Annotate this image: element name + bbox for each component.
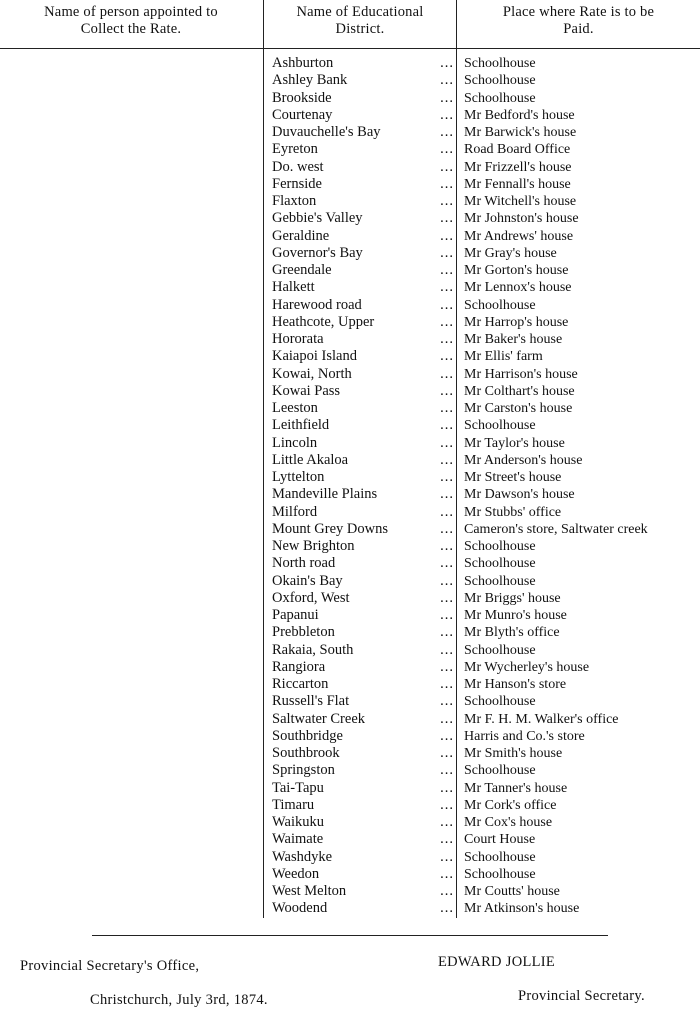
district-cell — [272, 693, 454, 710]
place-cell: Mr Dawson's house — [464, 487, 575, 503]
table-row — [0, 176, 700, 193]
district-name: Ashburton — [272, 55, 334, 71]
leader-dots: ... — [440, 124, 454, 140]
leader-dots: ... — [440, 348, 454, 365]
district-name: Southbridge — [272, 727, 343, 744]
leader-dots: ... — [440, 589, 454, 606]
district-cell — [272, 590, 454, 607]
header-collector — [0, 4, 262, 38]
table-row — [0, 314, 700, 331]
leader-dots: ... — [440, 676, 454, 692]
leader-dots: ... — [440, 727, 454, 744]
district-name: Southbrook — [272, 745, 340, 761]
district-cell — [272, 659, 454, 676]
leader-dots: ... — [440, 745, 454, 761]
district-name: Leeston — [272, 400, 318, 416]
leader-dots: ... — [440, 779, 454, 796]
leader-dots: ... — [440, 814, 454, 830]
leader-dots: ... — [440, 55, 454, 71]
table-row — [0, 728, 700, 745]
district-name: Greendale — [272, 262, 332, 278]
leader-dots: ... — [440, 831, 454, 848]
table-row — [0, 814, 700, 831]
table-row — [0, 331, 700, 348]
district-cell — [272, 900, 454, 917]
leader-dots: ... — [440, 417, 454, 434]
header-collector-line1: Name of person appointed to — [44, 4, 218, 20]
district-name: West Melton — [272, 883, 347, 899]
table-row — [0, 486, 700, 503]
place-cell: Mr F. H. M. Walker's office — [464, 711, 619, 727]
district-cell — [272, 555, 454, 572]
leader-dots: ... — [440, 469, 454, 485]
district-cell — [272, 745, 454, 762]
district-name: Russell's Flat — [272, 693, 350, 710]
table-row — [0, 642, 700, 659]
leader-dots: ... — [440, 520, 454, 537]
place-cell: Schoolhouse — [464, 418, 536, 434]
district-name: Papanui — [272, 607, 319, 623]
district-cell — [272, 486, 454, 503]
district-name: Leithfield — [272, 417, 330, 434]
place-cell: Schoolhouse — [464, 297, 536, 313]
district-cell — [272, 141, 454, 158]
district-cell — [272, 642, 454, 659]
leader-dots: ... — [440, 382, 454, 399]
table-row — [0, 555, 700, 572]
district-cell — [272, 538, 454, 555]
footer-rule — [92, 935, 608, 936]
table-row — [0, 435, 700, 452]
place-cell: Schoolhouse — [464, 763, 536, 779]
place-cell: Mr Barwick's house — [464, 125, 577, 140]
leader-dots: ... — [440, 451, 454, 468]
district-cell — [272, 297, 454, 314]
place-cell: Mr Street's house — [464, 470, 562, 485]
table-row — [0, 780, 700, 797]
header-place-line2: Paid. — [563, 21, 594, 37]
place-cell: Mr Stubbs' office — [464, 504, 562, 520]
leader-dots: ... — [440, 262, 454, 278]
district-cell — [272, 728, 454, 745]
district-cell — [272, 607, 454, 624]
district-name: Mandeville Plains — [272, 486, 378, 503]
district-cell — [272, 124, 454, 141]
table-row — [0, 245, 700, 262]
place-cell: Mr Carston's house — [464, 401, 573, 416]
district-cell — [272, 55, 454, 72]
district-name: Waikuku — [272, 814, 324, 830]
district-cell — [272, 314, 454, 331]
leader-dots: ... — [440, 175, 454, 192]
district-name: Timaru — [272, 796, 315, 813]
table-row — [0, 831, 700, 848]
district-name: Lyttelton — [272, 469, 325, 485]
table-row — [0, 693, 700, 710]
table-row — [0, 72, 700, 89]
table-row — [0, 159, 700, 176]
leader-dots: ... — [440, 607, 454, 623]
table-row — [0, 452, 700, 469]
place-cell: Schoolhouse — [464, 56, 536, 71]
footer-place-date: Christchurch, July 3rd, 1874. — [90, 992, 268, 1008]
leader-dots: ... — [440, 210, 454, 227]
place-cell: Mr Ellis' farm — [464, 349, 543, 365]
place-cell: Mr Bedford's house — [464, 107, 575, 123]
table-row — [0, 504, 700, 521]
leader-dots: ... — [440, 331, 454, 347]
place-cell: Mr Harrop's house — [464, 314, 569, 330]
leader-dots: ... — [440, 486, 454, 503]
table-row — [0, 417, 700, 434]
leader-dots: ... — [440, 538, 454, 554]
table-row — [0, 348, 700, 365]
district-name: Mount Grey Downs — [272, 520, 388, 537]
place-cell: Mr Colthart's house — [464, 383, 575, 399]
table-row — [0, 210, 700, 227]
district-name: Little Akaloa — [272, 451, 349, 468]
district-cell — [272, 90, 454, 107]
header-place — [457, 4, 700, 38]
leader-dots: ... — [440, 848, 454, 865]
leader-dots: ... — [440, 279, 454, 296]
place-cell: Mr Coutts' house — [464, 884, 560, 899]
table-row — [0, 607, 700, 624]
table-row — [0, 383, 700, 400]
district-name: Kowai Pass — [272, 382, 341, 399]
place-cell: Mr Gorton's house — [464, 263, 569, 278]
leader-dots: ... — [440, 141, 454, 158]
table-row — [0, 228, 700, 245]
district-name: New Brighton — [272, 538, 355, 554]
footer-office: Provincial Secretary's Office, — [20, 958, 200, 974]
district-name: Tai-Tapu — [272, 779, 324, 796]
footer-signatory: EDWARD JOLLIE — [438, 954, 556, 970]
district-cell — [272, 193, 454, 210]
header-district — [265, 4, 455, 38]
header-collector-line2: Collect the Rate. — [80, 21, 182, 37]
district-name: Kaiapoi Island — [272, 348, 357, 365]
district-cell — [272, 866, 454, 883]
district-name: Milford — [272, 503, 318, 520]
district-name: Riccarton — [272, 676, 329, 692]
district-cell — [272, 624, 454, 641]
place-cell: Mr Harrison's house — [464, 366, 578, 382]
place-cell: Mr Blyth's office — [464, 625, 560, 641]
leader-dots: ... — [440, 641, 454, 658]
header-district-line2: District. — [335, 21, 385, 37]
place-cell: Mr Atkinson's house — [464, 901, 580, 917]
place-cell: Court House — [464, 832, 536, 848]
leader-dots: ... — [440, 710, 454, 727]
table-row — [0, 400, 700, 417]
district-name: Eyreton — [272, 141, 318, 158]
district-name: Hororata — [272, 331, 324, 347]
district-cell — [272, 210, 454, 227]
leader-dots: ... — [440, 503, 454, 520]
district-name: Rakaia, South — [272, 641, 354, 658]
district-cell — [272, 797, 454, 814]
district-name: Governor's Bay — [272, 244, 363, 261]
district-name: Waimate — [272, 831, 324, 848]
header-place-line1: Place where Rate is to be — [502, 4, 655, 20]
district-name: Flaxton — [272, 193, 317, 209]
district-cell — [272, 400, 454, 417]
district-name: Woodend — [272, 900, 328, 917]
district-name: Saltwater Creek — [272, 710, 366, 727]
leader-dots: ... — [440, 865, 454, 882]
district-name: Kowai, North — [272, 365, 352, 382]
leader-dots: ... — [440, 400, 454, 416]
district-cell — [272, 762, 454, 779]
table-row — [0, 90, 700, 107]
place-cell: Mr Frizzell's house — [464, 159, 572, 175]
place-cell: Schoolhouse — [464, 573, 536, 589]
place-cell: Mr Fennall's house — [464, 176, 571, 192]
place-cell: Mr Lennox's house — [464, 280, 572, 296]
district-cell — [272, 72, 454, 89]
leader-dots: ... — [440, 313, 454, 330]
header-rule — [0, 48, 700, 49]
leader-dots: ... — [440, 89, 454, 106]
place-cell: Mr Wycherley's house — [464, 659, 590, 675]
table-body — [0, 55, 700, 918]
district-cell — [272, 452, 454, 469]
place-cell: Mr Tanner's house — [464, 780, 568, 796]
place-cell: Schoolhouse — [464, 539, 536, 554]
place-cell: Schoolhouse — [464, 556, 536, 572]
district-name: Okain's Bay — [272, 572, 343, 589]
leader-dots: ... — [440, 106, 454, 123]
header-district-line1: Name of Educational — [296, 4, 424, 20]
leader-dots: ... — [440, 883, 454, 899]
place-cell: Schoolhouse — [464, 642, 536, 658]
table-row — [0, 262, 700, 279]
district-cell — [272, 417, 454, 434]
table-row — [0, 900, 700, 917]
place-cell: Schoolhouse — [464, 73, 536, 89]
table-row — [0, 297, 700, 314]
place-cell: Mr Cox's house — [464, 815, 553, 830]
table-header — [0, 0, 700, 48]
table-row — [0, 573, 700, 590]
table-row — [0, 279, 700, 296]
district-name: Brookside — [272, 89, 332, 106]
table-row — [0, 849, 700, 866]
table-row — [0, 469, 700, 486]
district-name: Fernside — [272, 175, 322, 192]
district-cell — [272, 366, 454, 383]
table-row — [0, 711, 700, 728]
district-cell — [272, 228, 454, 245]
district-cell — [272, 262, 454, 279]
place-cell: Mr Munro's house — [464, 608, 567, 623]
table-row — [0, 659, 700, 676]
district-cell — [272, 831, 454, 848]
table-row — [0, 883, 700, 900]
district-cell — [272, 348, 454, 365]
table-row — [0, 676, 700, 693]
place-cell: Schoolhouse — [464, 90, 536, 106]
place-cell: Mr Witchell's house — [464, 194, 577, 209]
table-row — [0, 366, 700, 383]
place-cell: Cameron's store, Saltwater creek — [464, 521, 648, 537]
table-row — [0, 866, 700, 883]
district-name: Oxford, West — [272, 589, 350, 606]
district-name: Geraldine — [272, 227, 330, 244]
district-cell — [272, 469, 454, 486]
leader-dots: ... — [440, 796, 454, 813]
district-cell — [272, 383, 454, 400]
place-cell: Mr Baker's house — [464, 332, 563, 347]
place-cell: Mr Gray's house — [464, 245, 557, 261]
table-row — [0, 55, 700, 72]
leader-dots: ... — [440, 624, 454, 641]
place-cell: Mr Hanson's store — [464, 677, 567, 692]
leader-dots: ... — [440, 193, 454, 209]
leader-dots: ... — [440, 158, 454, 175]
district-cell — [272, 711, 454, 728]
leader-dots: ... — [440, 296, 454, 313]
district-name: Springston — [272, 762, 335, 779]
leader-dots: ... — [440, 227, 454, 244]
place-cell: Mr Taylor's house — [464, 435, 565, 451]
district-cell — [272, 279, 454, 296]
district-cell — [272, 521, 454, 538]
table-row — [0, 538, 700, 555]
leader-dots: ... — [440, 658, 454, 675]
leader-dots: ... — [440, 365, 454, 382]
district-cell — [272, 780, 454, 797]
table-row — [0, 590, 700, 607]
district-name: Heathcote, Upper — [272, 313, 375, 330]
leader-dots: ... — [440, 900, 454, 917]
table-row — [0, 107, 700, 124]
district-name: North road — [272, 555, 336, 572]
district-name: Do. west — [272, 158, 324, 175]
district-cell — [272, 331, 454, 348]
table-row — [0, 624, 700, 641]
district-name: Washdyke — [272, 848, 333, 865]
district-name: Weedon — [272, 865, 320, 882]
district-name: Halkett — [272, 279, 315, 296]
table-row — [0, 797, 700, 814]
district-cell — [272, 573, 454, 590]
place-cell: Schoolhouse — [464, 694, 536, 710]
district-cell — [272, 849, 454, 866]
place-cell: Mr Briggs' house — [464, 590, 561, 606]
leader-dots: ... — [440, 434, 454, 451]
table-row — [0, 193, 700, 210]
place-cell: Mr Smith's house — [464, 746, 563, 761]
district-name: Rangiora — [272, 658, 326, 675]
footer-title: Provincial Secretary. — [518, 988, 645, 1004]
place-cell: Schoolhouse — [464, 866, 536, 882]
district-cell — [272, 245, 454, 262]
district-cell — [272, 176, 454, 193]
district-name: Prebbleton — [272, 624, 335, 641]
district-cell — [272, 159, 454, 176]
place-cell: Mr Johnston's house — [464, 211, 579, 227]
leader-dots: ... — [440, 693, 454, 710]
district-name: Lincoln — [272, 434, 318, 451]
leader-dots: ... — [440, 555, 454, 572]
place-cell: Harris and Co.'s store — [464, 728, 585, 744]
leader-dots: ... — [440, 572, 454, 589]
footer — [0, 940, 700, 1010]
district-cell — [272, 107, 454, 124]
leader-dots: ... — [440, 762, 454, 779]
table-row — [0, 141, 700, 158]
district-cell — [272, 676, 454, 693]
district-name: Ashley Bank — [272, 72, 348, 89]
place-cell: Mr Anderson's house — [464, 452, 583, 468]
leader-dots: ... — [440, 72, 454, 89]
district-cell — [272, 504, 454, 521]
district-cell — [272, 814, 454, 831]
district-name: Harewood road — [272, 296, 362, 313]
district-name: Courtenay — [272, 106, 333, 123]
place-cell: Mr Andrews' house — [464, 228, 574, 244]
place-cell: Mr Cork's office — [464, 797, 557, 813]
district-name: Duvauchelle's Bay — [272, 124, 381, 140]
district-cell — [272, 883, 454, 900]
table-row — [0, 745, 700, 762]
table-row — [0, 124, 700, 141]
leader-dots: ... — [440, 244, 454, 261]
place-cell: Schoolhouse — [464, 849, 536, 865]
table-row — [0, 521, 700, 538]
district-name: Gebbie's Valley — [272, 210, 363, 227]
place-cell: Road Board Office — [464, 142, 571, 158]
table-row — [0, 762, 700, 779]
district-cell — [272, 435, 454, 452]
